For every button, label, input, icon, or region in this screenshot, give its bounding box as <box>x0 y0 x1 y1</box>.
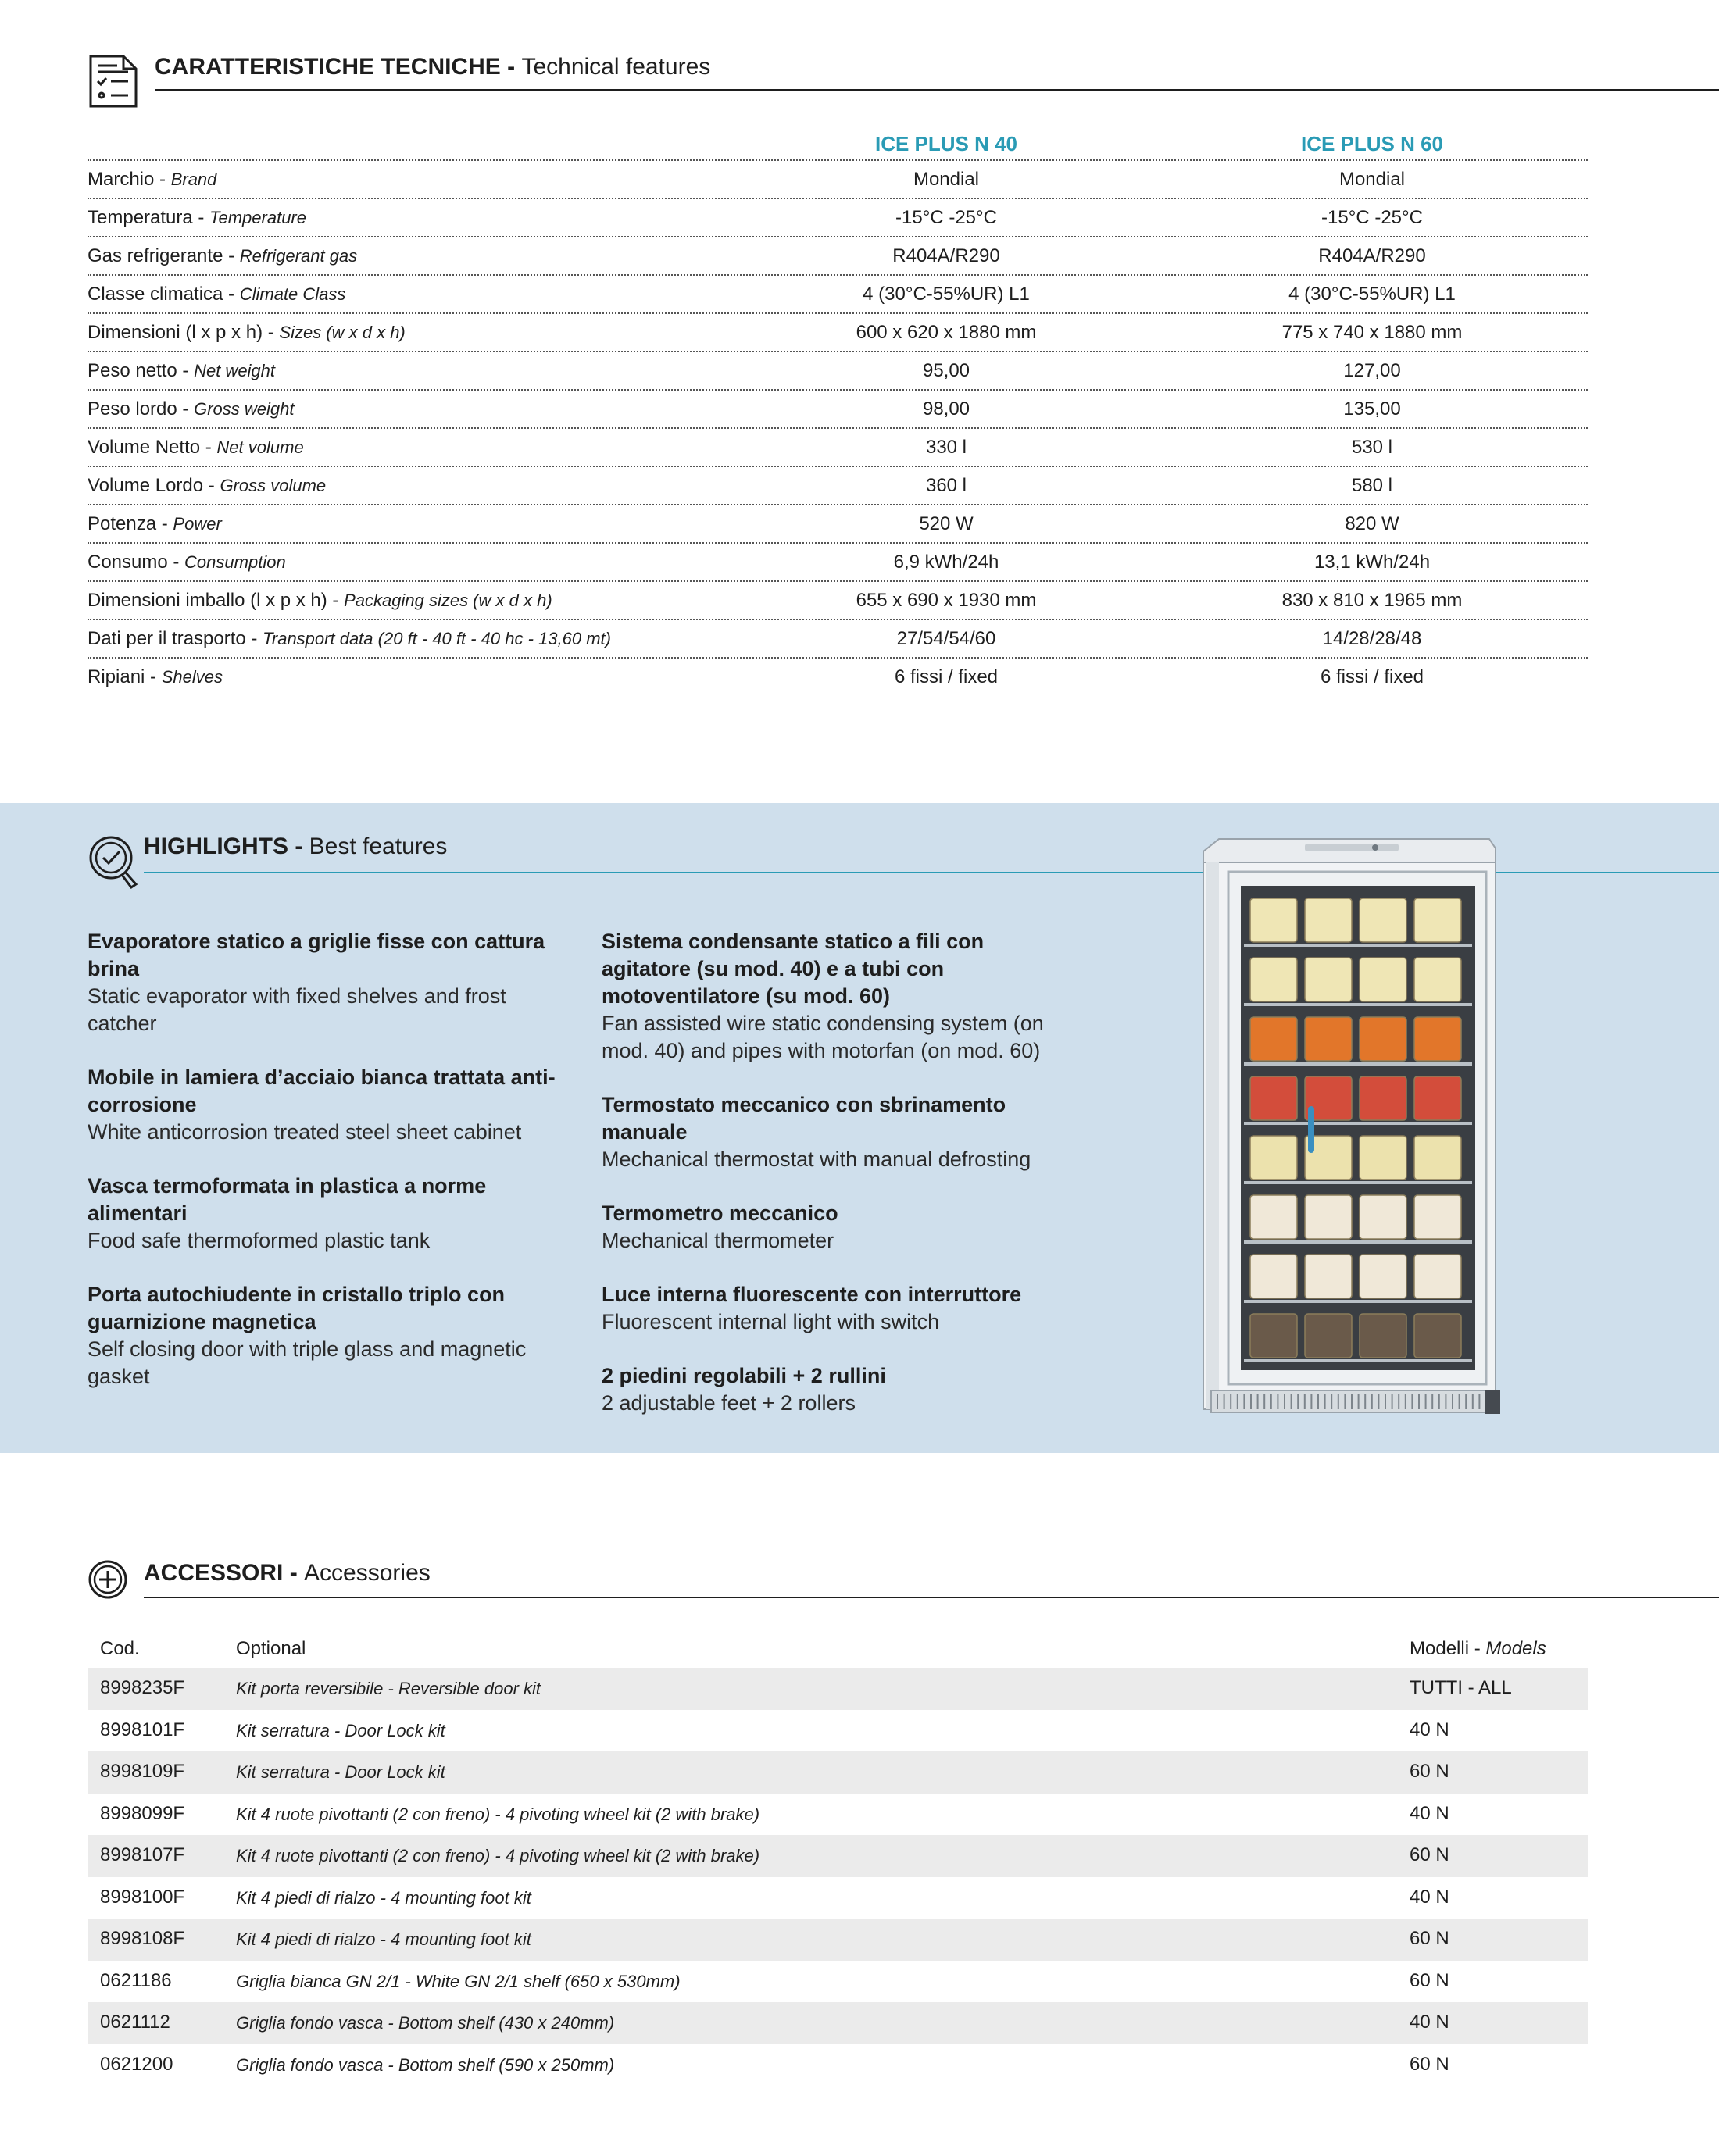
accessory-description: Kit 4 ruote pivottanti (2 con freno) - 4 pivoting wheel kit (2 with brake) <box>236 1804 760 1824</box>
value-model-1: 520 W <box>919 513 974 534</box>
label-separator: - <box>223 284 240 305</box>
label-separator: - <box>177 398 195 419</box>
value-model-2: 135,00 <box>1343 398 1401 419</box>
accessory-row <box>88 1668 1588 1710</box>
highlight-description: 2 adjustable feet + 2 rollers <box>602 1391 856 1415</box>
magnifier-check-icon <box>88 834 141 891</box>
accessory-model: 60 N <box>1410 1761 1449 1782</box>
value-model-1: 98,00 <box>922 398 970 419</box>
highlight-description: Self closing door with triple glass and magnetic gasket <box>88 1337 527 1388</box>
label-it: Dati per il trasporto <box>88 628 246 649</box>
value-model-1: -15°C -25°C <box>895 207 997 228</box>
accessories-table <box>88 1629 1588 2086</box>
label-separator: - <box>145 666 162 687</box>
label-it: Volume Netto <box>88 437 201 458</box>
accessories-table-header <box>88 1629 1588 1668</box>
model-header-2: ICE PLUS N 60 <box>1300 132 1444 155</box>
accessory-description: Griglia fondo vasca - Bottom shelf (430 x 240mm) <box>236 2013 615 2033</box>
accessory-code: 8998107F <box>100 1844 185 1865</box>
highlight-item <box>88 928 564 1037</box>
tech-table <box>88 125 1588 697</box>
accessory-model: 60 N <box>1410 2053 1449 2075</box>
accessory-code: 8998109F <box>100 1761 185 1782</box>
highlight-item <box>602 1362 1078 1417</box>
tech-row-label <box>88 590 552 612</box>
highlights-section-title: HIGHLIGHTS - Best features <box>144 833 448 859</box>
highlight-item <box>602 1091 1078 1173</box>
value-model-2: 127,00 <box>1343 360 1401 381</box>
accessory-row <box>88 1877 1588 1919</box>
label-separator: - <box>203 475 220 496</box>
value-model-1: 360 l <box>925 475 967 496</box>
label-en: Shelves <box>161 667 223 687</box>
tech-row-label <box>88 628 611 650</box>
highlight-title: Termometro meccanico <box>602 1201 838 1225</box>
accessory-model: 60 N <box>1410 1844 1449 1865</box>
label-en: Gross weight <box>194 399 295 419</box>
accessory-row <box>88 1919 1588 1961</box>
accessory-code: 0621112 <box>100 2011 170 2033</box>
accessory-code: 8998235F <box>100 1677 185 1698</box>
tech-row <box>88 582 1588 620</box>
accessory-row <box>88 1710 1588 1752</box>
tech-row-label <box>88 169 216 191</box>
accessory-code: 8998099F <box>100 1802 185 1824</box>
tech-row <box>88 429 1588 467</box>
label-it: Volume Lordo <box>88 475 204 496</box>
tech-row-label <box>88 475 326 497</box>
accessory-row <box>88 1794 1588 1836</box>
tech-row <box>88 620 1588 659</box>
label-separator: - <box>223 245 240 266</box>
label-separator: - <box>156 513 173 534</box>
accessory-model: 60 N <box>1410 1928 1449 1949</box>
label-it: Consumo <box>88 551 168 573</box>
value-model-2: 14/28/28/48 <box>1322 628 1422 649</box>
accessory-code: 8998108F <box>100 1928 185 1949</box>
highlight-item <box>88 1173 564 1255</box>
checklist-icon <box>88 53 139 109</box>
accessory-description: Kit serratura - Door Lock kit <box>236 1720 445 1740</box>
value-model-2: R404A/R290 <box>1318 245 1426 266</box>
value-model-2: 4 (30°C-55%UR) L1 <box>1288 284 1456 305</box>
label-separator: - <box>192 207 210 228</box>
label-en: Climate Class <box>239 284 346 304</box>
value-model-1: R404A/R290 <box>892 245 1000 266</box>
tech-row-label <box>88 245 357 267</box>
accessory-model: 40 N <box>1410 1802 1449 1824</box>
tech-row <box>88 544 1588 582</box>
plus-circle-icon <box>88 1559 128 1600</box>
tech-row <box>88 199 1588 237</box>
highlight-description: Mechanical thermostat with manual defrosting <box>602 1148 1031 1171</box>
value-model-2: 820 W <box>1345 513 1399 534</box>
tech-row <box>88 314 1588 352</box>
accessory-row <box>88 2002 1588 2044</box>
accessory-description: Kit 4 piedi di rialzo - 4 mounting foot kit <box>236 1887 531 1908</box>
accessory-model: 40 N <box>1410 1719 1449 1740</box>
accessory-description: Kit 4 piedi di rialzo - 4 mounting foot kit <box>236 1929 531 1949</box>
value-model-2: 830 x 810 x 1965 mm <box>1281 590 1463 611</box>
value-model-2: -15°C -25°C <box>1321 207 1423 228</box>
tech-section-title: CARATTERISTICHE TECNICHE - Technical features <box>155 54 711 80</box>
value-model-2: 6 fissi / fixed <box>1320 666 1424 687</box>
label-en: Temperature <box>209 208 306 227</box>
value-model-2: 580 l <box>1351 475 1393 496</box>
highlight-description: Food safe thermoformed plastic tank <box>88 1229 431 1252</box>
accessory-code: 0621200 <box>100 2053 173 2075</box>
highlights-left-column <box>88 928 564 1417</box>
value-model-1: 330 l <box>925 437 967 458</box>
accessory-code: 8998101F <box>100 1719 185 1740</box>
tech-row <box>88 237 1588 276</box>
label-it: Peso netto <box>88 360 177 381</box>
label-separator: - <box>327 590 345 611</box>
tech-row <box>88 352 1588 391</box>
label-separator: - <box>167 551 185 573</box>
tech-row-label <box>88 322 406 344</box>
highlight-title: Porta autochiudente in cristallo triplo con guarnizione magnetica <box>88 1283 506 1333</box>
label-en: Power <box>173 514 222 534</box>
accessories-title-rule <box>144 1597 1719 1598</box>
label-separator: - <box>200 437 217 458</box>
col-models-header: Modelli - Models <box>1410 1638 1546 1659</box>
label-it: Peso lordo <box>88 398 177 419</box>
tech-row-label <box>88 513 222 535</box>
tech-title-rule <box>155 89 1719 91</box>
freezer-image <box>1195 834 1505 1436</box>
label-separator: - <box>154 169 171 190</box>
highlight-title: 2 piedini regolabili + 2 rullini <box>602 1364 886 1387</box>
tech-row <box>88 467 1588 505</box>
label-it: Classe climatica <box>88 284 223 305</box>
label-it: Ripiani <box>88 666 145 687</box>
tech-row-label <box>88 207 306 229</box>
accessory-row <box>88 2044 1588 2086</box>
highlight-title: Termostato meccanico con sbrinamento manuale <box>602 1093 1006 1144</box>
col-optional-header: Optional <box>236 1638 306 1659</box>
accessory-description: Griglia fondo vasca - Bottom shelf (590 x 250mm) <box>236 2054 615 2075</box>
tech-row-label <box>88 398 294 420</box>
label-en: Consumption <box>184 552 286 572</box>
label-it: Dimensioni imballo (l x p x h) <box>88 590 327 611</box>
accessory-description: Kit porta reversibile - Reversible door kit <box>236 1679 541 1698</box>
highlight-item <box>88 1281 564 1390</box>
value-model-1: 95,00 <box>922 360 970 381</box>
value-model-2: 775 x 740 x 1880 mm <box>1281 322 1463 343</box>
value-model-1: 600 x 620 x 1880 mm <box>856 322 1037 343</box>
accessory-description: Griglia bianca GN 2/1 - White GN 2/1 shelf (650 x 530mm) <box>236 1971 681 1991</box>
highlights-right-column <box>602 928 1078 1444</box>
highlight-description: Static evaporator with fixed shelves and frost catcher <box>88 984 506 1035</box>
highlight-description: Fan assisted wire static condensing system (on mod. 40) and pipes with motorfan (on mod. 60) <box>602 1012 1044 1062</box>
accessory-code: 8998100F <box>100 1886 185 1908</box>
highlight-description: White anticorrosion treated steel sheet cabinet <box>88 1120 522 1144</box>
tech-row-label <box>88 437 304 459</box>
label-it: Dimensioni (l x p x h) <box>88 322 263 343</box>
label-it: Potenza <box>88 513 157 534</box>
tech-row-label <box>88 666 223 688</box>
col-code-header: Cod. <box>100 1638 140 1659</box>
value-model-1: 6,9 kWh/24h <box>893 551 999 573</box>
accessory-description: Kit 4 ruote pivottanti (2 con freno) - 4 pivoting wheel kit (2 with brake) <box>236 1846 760 1865</box>
value-model-1: Mondial <box>913 169 980 190</box>
highlight-description: Mechanical thermometer <box>602 1229 834 1252</box>
tech-row-label <box>88 360 275 382</box>
label-en: Brand <box>170 170 217 189</box>
highlight-title: Vasca termoformata in plastica a norme alimentari <box>88 1174 487 1225</box>
label-en: Gross volume <box>220 476 327 495</box>
accessory-model: 60 N <box>1410 1969 1449 1991</box>
highlight-title: Evaporatore statico a griglie fisse con cattura brina <box>88 930 545 980</box>
value-model-1: 4 (30°C-55%UR) L1 <box>863 284 1030 305</box>
label-separator: - <box>177 360 195 381</box>
label-en: Net volume <box>216 437 304 457</box>
highlight-description: Fluorescent internal light with switch <box>602 1310 940 1333</box>
value-model-1: 655 x 690 x 1930 mm <box>856 590 1037 611</box>
label-it: Temperatura <box>88 207 193 228</box>
tech-row <box>88 505 1588 544</box>
accessory-row <box>88 1835 1588 1877</box>
value-model-2: 13,1 kWh/24h <box>1313 551 1431 573</box>
accessory-row <box>88 1961 1588 2003</box>
label-en: Refrigerant gas <box>239 246 358 266</box>
model-header-1: ICE PLUS N 40 <box>874 132 1018 155</box>
value-model-2: Mondial <box>1338 169 1406 190</box>
highlight-item <box>602 1281 1078 1336</box>
highlight-title: Sistema condensante statico a fili con agitatore (su mod. 40) e a tubi con motoventilatore (su mod. 60) <box>602 930 985 1008</box>
label-en: Sizes (w x d x h) <box>279 323 406 342</box>
label-en: Net weight <box>194 361 276 380</box>
label-it: Marchio <box>88 169 155 190</box>
highlight-title: Mobile in lamiera d’acciaio bianca trattata anti-corrosione <box>88 1066 556 1116</box>
highlight-item <box>88 1064 564 1146</box>
highlight-item <box>602 928 1078 1065</box>
value-model-1: 27/54/54/60 <box>896 628 996 649</box>
label-separator: - <box>245 628 263 649</box>
value-model-2: 530 l <box>1351 437 1393 458</box>
tech-row <box>88 161 1588 199</box>
tech-row-label <box>88 551 286 573</box>
accessory-description: Kit serratura - Door Lock kit <box>236 1762 445 1782</box>
accessory-model: TUTTI - ALL <box>1410 1677 1512 1698</box>
label-en: Packaging sizes (w x d x h) <box>344 591 552 610</box>
label-separator: - <box>263 322 280 343</box>
tech-row <box>88 391 1588 429</box>
accessory-model: 40 N <box>1410 1886 1449 1908</box>
tech-row <box>88 276 1588 314</box>
label-it: Gas refrigerante <box>88 245 223 266</box>
tech-row-label <box>88 284 345 305</box>
value-model-1: 6 fissi / fixed <box>894 666 999 687</box>
accessories-section-title: ACCESSORI - Accessories <box>144 1560 431 1586</box>
accessory-model: 40 N <box>1410 2011 1449 2033</box>
tech-row <box>88 659 1588 697</box>
label-en: Transport data (20 ft - 40 ft - 40 hc - 13,60 mt) <box>263 629 611 648</box>
accessory-row <box>88 1751 1588 1794</box>
highlight-title: Luce interna fluorescente con interruttore <box>602 1283 1022 1306</box>
highlight-item <box>602 1200 1078 1255</box>
tech-table-header <box>88 125 1588 161</box>
accessory-code: 0621186 <box>100 1969 172 1991</box>
